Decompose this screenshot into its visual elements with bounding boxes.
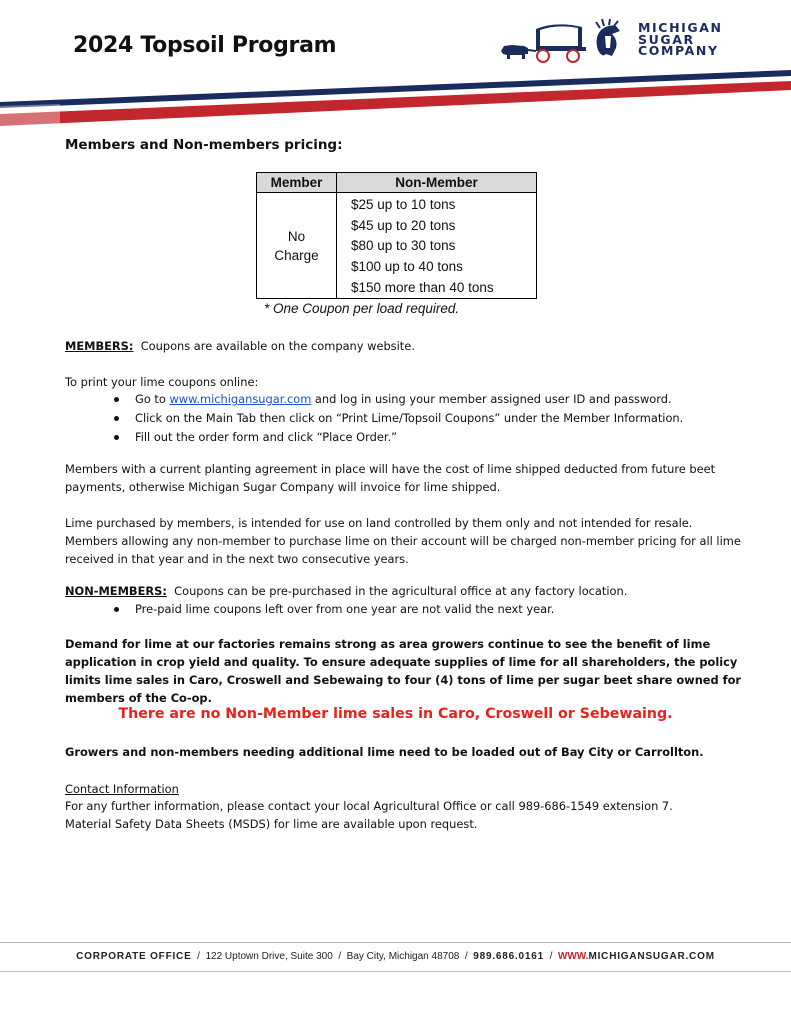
brand-wordmark xyxy=(638,22,723,57)
print-intro: To print your lime coupons online: xyxy=(65,375,259,389)
print-steps-list xyxy=(114,390,683,447)
price-tier: $25 up to 10 tons xyxy=(351,197,456,212)
pricing-row xyxy=(257,193,537,299)
contact-heading: Contact Information xyxy=(65,782,179,796)
footer-website-prefix[interactable]: WWW. xyxy=(557,951,589,962)
bullet-icon xyxy=(114,435,119,440)
footer xyxy=(0,951,791,962)
bullet-icon xyxy=(114,607,119,612)
members-intro-text: Coupons are available on the company website. xyxy=(133,339,415,353)
step-text: Go to xyxy=(135,392,170,406)
msds-line: Material Safety Data Sheets (MSDS) for lime are available upon request. xyxy=(65,817,478,831)
contact-line: For any further information, please contact your local Agricultural Office or call 989-686-1549 extension 7. xyxy=(65,799,673,813)
non-members-list xyxy=(114,600,554,619)
non-members-intro xyxy=(65,582,745,600)
members-billing-paragraph: Members with a current planting agreement in place will have the cost of lime shipped deducted from future beet payments, otherwise Michigan Sugar Company will invoice for lime shipped. xyxy=(65,462,716,494)
bullet-text: Pre-paid lime coupons left over from one year are not valid the next year. xyxy=(135,602,555,616)
demand-paragraph: Demand for lime at our factories remains strong as area growers continue to see the benefit of lime application in crop yield and quality. To ensure adequate supplies of lime for all shareholders, the policy limits lime sales in Caro, Croswell and Sebewaing to four (4) tons of lime per sugar beet share owned for members of the Co-op. xyxy=(65,637,742,705)
bullet-icon xyxy=(114,397,119,402)
brand-line-3: COMPANY xyxy=(638,43,719,58)
footer-office: CORPORATE OFFICE xyxy=(76,951,192,962)
pricing-header-row xyxy=(257,173,537,193)
red-notice: There are no Non-Member lime sales in Caro, Croswell or Sebewaing. xyxy=(118,706,673,722)
members-label: MEMBERS: xyxy=(65,339,134,353)
member-price-line: No xyxy=(287,228,306,244)
footer-city: Bay City, Michigan 48708 xyxy=(346,951,460,962)
michigansugar-link[interactable]: www.michigansugar.com xyxy=(169,392,312,406)
non-members-intro-text: Coupons can be pre-purchased in the agricultural office at any factory location. xyxy=(166,584,628,598)
footer-separator: / xyxy=(332,951,347,962)
price-tier: $100 up to 40 tons xyxy=(351,259,463,275)
member-price-cell xyxy=(257,193,337,299)
member-column-header: Member xyxy=(257,173,337,193)
step-text: and log in using your member assigned user ID and password. xyxy=(311,392,672,406)
pricing-table xyxy=(256,172,537,299)
members-intro xyxy=(65,337,745,355)
pricing-heading: Members and Non-members pricing: xyxy=(65,137,343,153)
price-tier: $45 up to 20 tons xyxy=(351,217,456,233)
header-stripes xyxy=(0,62,791,134)
footer-separator: / xyxy=(191,951,206,962)
footer-separator: / xyxy=(544,951,558,962)
list-item xyxy=(114,409,683,428)
growers-notice: Growers and non-members needing additional lime need to be loaded out of Bay City or Carrollton. xyxy=(65,745,704,759)
price-tier: $150 more than 40 tons xyxy=(351,279,494,295)
footer-phone: 989.686.0161 xyxy=(473,951,545,962)
coupon-note: * One Coupon per load required. xyxy=(264,301,460,316)
footer-website[interactable]: MICHIGANSUGAR.COM xyxy=(588,951,715,962)
list-item xyxy=(114,600,554,619)
footer-address: 122 Uptown Drive, Suite 300 xyxy=(205,951,333,962)
non-member-column-header: Non-Member xyxy=(337,173,537,193)
member-price-line: Charge xyxy=(274,247,319,263)
list-item xyxy=(114,428,683,447)
bullet-icon xyxy=(114,416,119,421)
page-title: 2024 Topsoil Program xyxy=(73,33,337,58)
footer-divider xyxy=(0,942,791,943)
footer-divider xyxy=(0,971,791,972)
members-resale-paragraph: Lime purchased by members, is intended for use on land controlled by them only and not intended for resale. Members allowing any non-member to purchase lime on their account will be charged non-member pricing for all lime received in that year and in the next two consecutive years. xyxy=(65,516,741,566)
step-text: Click on the Main Tab then click on “Print Lime/Topsoil Coupons” under the Member Information. xyxy=(135,411,684,425)
brand-line-2: SUGAR xyxy=(638,31,695,47)
non-members-label: NON-MEMBERS: xyxy=(65,584,167,598)
list-item xyxy=(114,390,683,409)
brand-line-1: MICHIGAN xyxy=(638,20,723,35)
non-member-price-cell xyxy=(337,193,537,299)
step-text: Fill out the order form and click “Place Order.” xyxy=(135,430,398,444)
price-tier: $80 up to 30 tons xyxy=(351,238,456,254)
footer-separator: / xyxy=(459,951,474,962)
